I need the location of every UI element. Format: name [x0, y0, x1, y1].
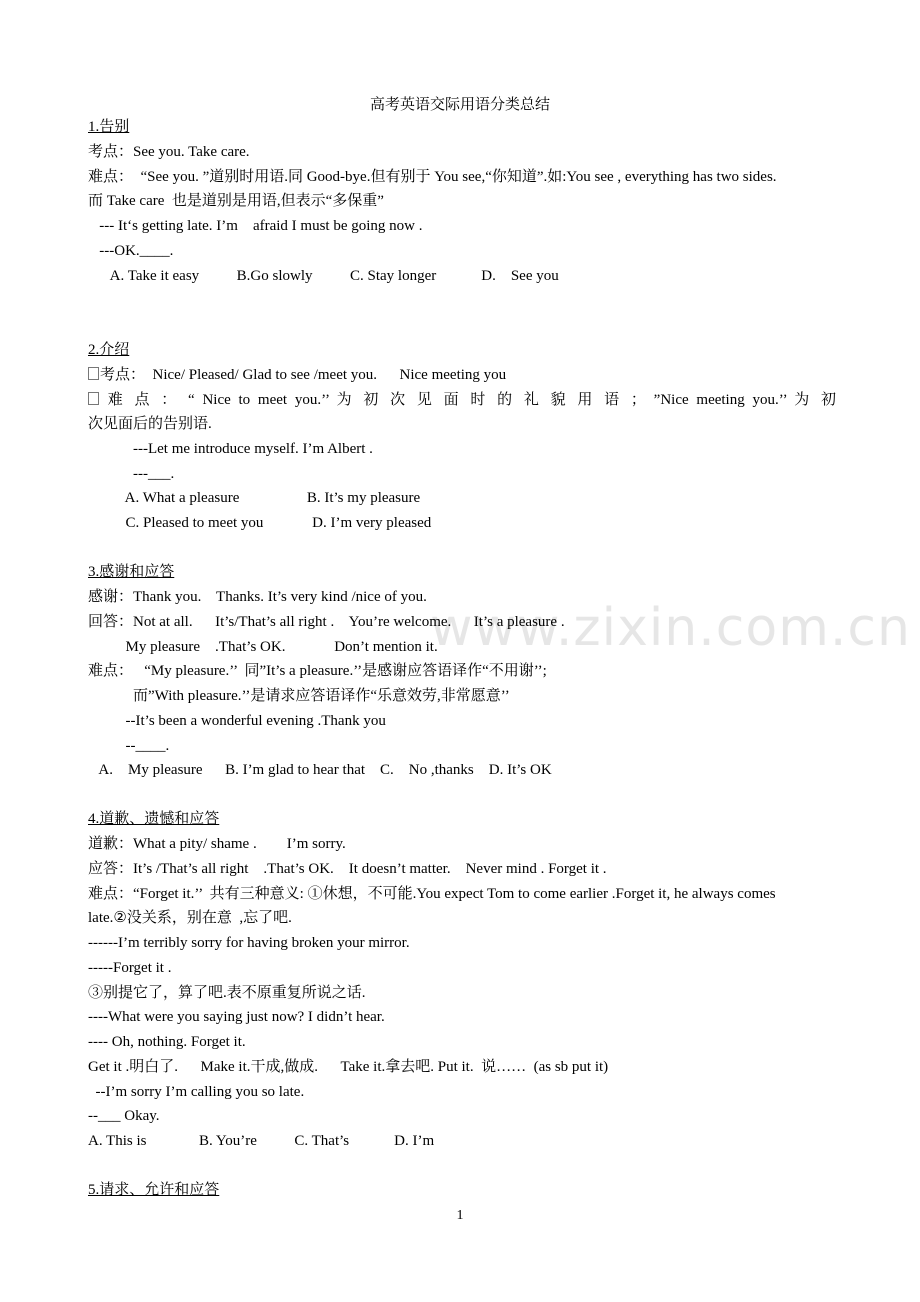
answer-options: A. This is B. You’re C. That’s D. I’m: [88, 1133, 435, 1149]
text-line: My pleasure .That’s OK. Don’t mention it.: [88, 639, 438, 655]
checkbox-glyph-icon: [88, 392, 99, 405]
text-line: 应答：It’s /That’s all right .That’s OK. It doesn’t matter. Never mind . Forget it .: [88, 861, 607, 877]
answer-options: A. Take it easy B.Go slowly C. Stay longer D. See you: [88, 268, 559, 284]
text-line: Get it .明白了. Make it.干成,做成. Take it.拿去吧. Put it. 说…… (as sb put it): [88, 1059, 609, 1075]
difficulty-line: 难点：“Forget it.’’ 共有三种意义: ①休想，不可能.You expect Tom to come earlier .Forget it, he always comes: [88, 886, 776, 902]
dialogue-line: --- It‘s getting late. I’m afraid I must be going now .: [88, 218, 423, 234]
text-line: 道歉：What a pity/ shame . I’m sorry.: [88, 836, 346, 852]
checkbox-glyph-icon: [88, 367, 99, 380]
key-point-line: 考点：See you. Take care.: [88, 144, 250, 160]
dialogue-line: ----What were you saying just now? I didn’t hear.: [88, 1009, 385, 1025]
section-heading-thanks: 3.感谢和应答: [88, 564, 175, 580]
section-heading-apology: 4.道歉、遗憾和应答: [88, 811, 220, 827]
text-line: 回答：Not at all. It’s/That’s all right . You’re welcome. It’s a pleasure .: [88, 614, 565, 630]
key-point-text: 考点： Nice/ Pleased/ Glad to see /meet you. Nice meeting you: [100, 367, 507, 383]
key-point-line: [88, 366, 506, 384]
text-line: ③别提它了，算了吧.表不原重复所说之话.: [88, 985, 366, 1001]
page-number: 1: [456, 1208, 464, 1223]
dialogue-line: ------I’m terribly sorry for having broken your mirror.: [88, 935, 410, 951]
text-line: 感谢：Thank you. Thanks. It’s very kind /nice of you.: [88, 589, 427, 605]
dialogue-line: --____.: [88, 738, 170, 754]
page-title: 高考英语交际用语分类总结: [369, 97, 550, 113]
answer-options: C. Pleased to meet you D. I’m very pleased: [88, 515, 432, 531]
difficulty-text: 难 点 ： “ Nice to meet you.’’ 为 初 次 见 面 时 的 礼 貌 用 语 ； ”Nice meeting you.’’ 为 初: [107, 392, 836, 408]
text-line: 次见面后的告别语.: [88, 416, 212, 432]
dialogue-line: ---OK.____.: [88, 243, 174, 259]
answer-options: A. My pleasure B. I’m glad to hear that C. No ,thanks D. It’s OK: [88, 762, 552, 778]
difficulty-line: 难点： “My pleasure.’’ 同”It’s a pleasure.’’是感谢应答语译作“不用谢’’;: [88, 663, 547, 679]
watermark: www.zixin.com.cn: [430, 598, 911, 658]
dialogue-line: --___ Okay.: [88, 1108, 160, 1124]
answer-options: A. What a pleasure B. It’s my pleasure: [88, 490, 421, 506]
dialogue-line: -----Forget it .: [88, 960, 172, 976]
section-heading-requests: 5.请求、允许和应答: [88, 1182, 220, 1198]
difficulty-line: 难点： “See you. ”道别时用语.同 Good-bye.但有别于 You see,“你知道”.如:You see , everything has two sides.: [88, 169, 777, 185]
dialogue-line: ---- Oh, nothing. Forget it.: [88, 1034, 246, 1050]
difficulty-line: [88, 391, 836, 409]
dialogue-line: --It’s been a wonderful evening .Thank you: [88, 713, 386, 729]
dialogue-line: ---___.: [88, 466, 175, 482]
section-heading-introduction: 2.介绍: [88, 342, 130, 358]
text-line: late.②没关系，别在意 ,忘了吧.: [88, 910, 292, 926]
text-line: 而 Take care 也是道别是用语,但表示“多保重”: [88, 193, 384, 209]
text-line: 而”With pleasure.’’是请求应答语译作“乐意效劳,非常愿意’’: [88, 688, 510, 704]
dialogue-line: --I’m sorry I’m calling you so late.: [88, 1084, 305, 1100]
section-heading-farewell: 1.告别: [88, 119, 130, 135]
dialogue-line: ---Let me introduce myself. I’m Albert .: [88, 441, 373, 457]
